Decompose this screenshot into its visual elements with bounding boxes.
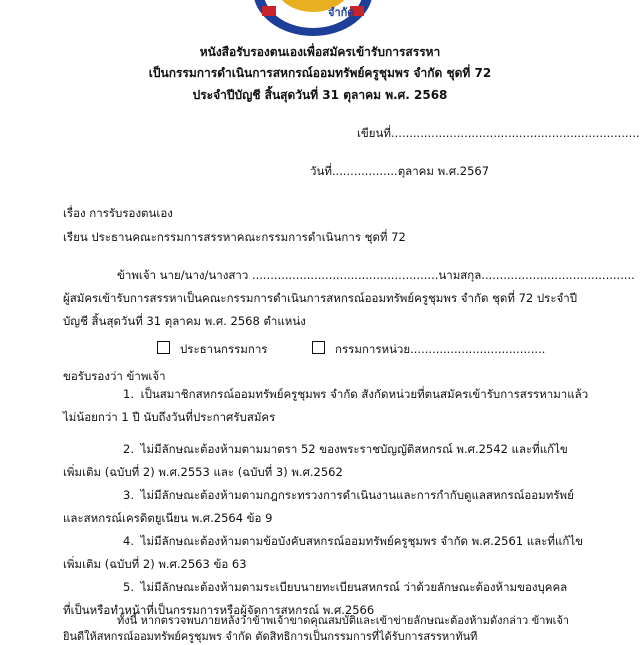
option-unit-member-label: กรรมการหน่วย..................................... bbox=[335, 342, 546, 356]
item-text-cont: ที่เป็นหรือทำหน้าที่เป็นกรรมการหรือผู้จัดการสหกรณ์ พ.ศ.2566 bbox=[63, 603, 375, 617]
item-2 bbox=[63, 438, 603, 484]
applicant-line-2: ผู้สมัครเข้ารับการสรรหาเป็นคณะกรรมการดำเนินการสหกรณ์ออมทรัพย์ครูชุมพร จำกัด ชุดที่ 72 ประจำปี bbox=[63, 291, 578, 305]
item-3 bbox=[63, 484, 603, 530]
item-number: 3. bbox=[123, 488, 134, 502]
cooperative-logo bbox=[246, 0, 380, 38]
applicant-line-3: บัญชี สิ้นสุดวันที่ 31 ตุลาคม พ.ศ. 2568 ตำแหน่ง bbox=[63, 314, 306, 328]
option-chairman[interactable] bbox=[157, 341, 268, 359]
item-1 bbox=[63, 383, 603, 429]
item-text: เป็นสมาชิกสหกรณ์ออมทรัพย์ครูชุมพร จำกัด สังกัดหน่วยที่ตนสมัครเข้ารับการสรรหามาแล้ว bbox=[140, 387, 589, 401]
item-number: 5. bbox=[123, 580, 134, 594]
item-text-cont: เพิ่มเติม (ฉบับที่ 2) พ.ศ.2553 และ (ฉบับที่ 3) พ.ศ.2562 bbox=[63, 465, 343, 479]
item-4 bbox=[63, 530, 603, 576]
item-text: ไม่มีลักษณะต้องห้ามตามระเบียบนายทะเบียนสหกรณ์ ว่าด้วยลักษณะต้องห้ามของบุคคล bbox=[140, 580, 568, 594]
doc-title-line2: เป็นกรรมการดำเนินการสหกรณ์ออมทรัพย์ครูชุมพร จำกัด ชุดที่ 72 bbox=[148, 66, 492, 80]
date-line: วันที่..................ตุลาคม พ.ศ.2567 bbox=[310, 164, 490, 178]
option-chairman-label: ประธานกรรมการ bbox=[180, 342, 268, 356]
item-number: 4. bbox=[123, 534, 134, 548]
option-unit-member[interactable] bbox=[312, 341, 545, 359]
recipient-line: เรียน ประธานคณะกรรมการสรรหาคณะกรรมการดำเนินการ ชุดที่ 72 bbox=[63, 230, 406, 244]
item-text: ไม่มีลักษณะต้องห้ามตามมาตรา 52 ของพระราชบัญญัติสหกรณ์ พ.ศ.2542 และที่แก้ไข bbox=[140, 442, 568, 456]
doc-title-line3: ประจำปีบัญชี สิ้นสุดวันที่ 31 ตุลาคม พ.ศ. 2568 bbox=[192, 88, 448, 102]
item-text-cont: และสหกรณ์เครดิตยูเนียน พ.ศ.2564 ข้อ 9 bbox=[63, 511, 273, 525]
item-number: 2. bbox=[123, 442, 134, 456]
written-at-line: เขียนที่.................................................................... bbox=[357, 126, 640, 140]
subject-line: เรื่อง การรับรองตนเอง bbox=[63, 206, 173, 220]
unit-member-checkbox[interactable] bbox=[312, 341, 325, 354]
item-text: ไม่มีลักษณะต้องห้ามตามกฎกระทรวงการดำเนินงานและการกำกับดูแลสหกรณ์ออมทรัพย์ bbox=[140, 488, 574, 502]
chairman-checkbox[interactable] bbox=[157, 341, 170, 354]
item-text-cont: เพิ่มเติม (ฉบับที่ 2) พ.ศ.2563 ข้อ 63 bbox=[63, 557, 247, 571]
doc-title-line1: หนังสือรับรองตนเองเพื่อสมัครเข้ารับการสรรหา bbox=[199, 45, 441, 59]
item-text: ไม่มีลักษณะต้องห้ามตามข้อบังคับสหกรณ์ออมทรัพย์ครูชุมพร จำกัด พ.ศ.2561 และที่แก้ไข bbox=[140, 534, 584, 548]
item-text-cont: ไม่น้อยกว่า 1 ปี นับถึงวันที่ประกาศรับสมัคร bbox=[63, 410, 276, 424]
item-number: 1. bbox=[123, 387, 134, 401]
closing-line-2: ยินดีให้สหกรณ์ออมทรัพย์ครูชุมพร จำกัด ตัดสิทธิการเป็นกรรมการที่ได้รับการสรรหาทันที bbox=[63, 630, 478, 643]
closing-line-1: ทั้งนี้ หากตรวจพบภายหลังว่าข้าพเจ้าขาดคุณสมบัติและเข้าข่ายลักษณะต้องห้ามดังกล่าว ข้าพเจ้า bbox=[117, 614, 570, 627]
certify-line: ขอรับรองว่า ข้าพเจ้า bbox=[63, 369, 166, 383]
logo-text: จำกัด bbox=[328, 6, 355, 19]
applicant-name-line: ข้าพเจ้า นาย/นาง/นางสาว ...................................................นามสกุล.......................................... bbox=[117, 268, 635, 282]
